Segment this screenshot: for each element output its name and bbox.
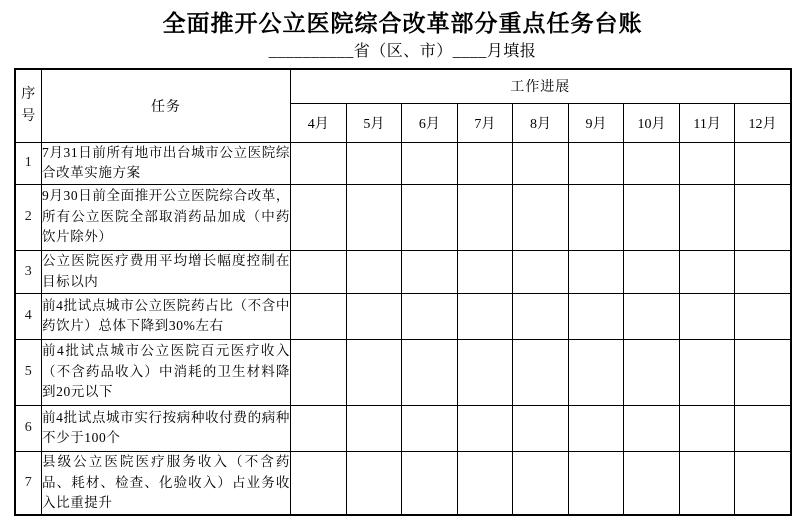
progress-cell bbox=[346, 339, 402, 405]
progress-cell bbox=[402, 293, 458, 339]
progress-cell bbox=[624, 142, 680, 184]
task-ledger-table bbox=[14, 68, 792, 516]
progress-cell bbox=[513, 405, 569, 451]
progress-cell bbox=[457, 250, 513, 293]
progress-cell bbox=[513, 451, 569, 515]
row-serial: 3 bbox=[15, 250, 42, 293]
progress-cell bbox=[457, 293, 513, 339]
progress-cell bbox=[402, 339, 458, 405]
document-subtitle: __________省（区、市）____月填报 bbox=[268, 43, 537, 60]
progress-cell bbox=[402, 451, 458, 515]
header-month-aug: 8月 bbox=[513, 103, 569, 142]
header-serial-number: 序号 bbox=[15, 69, 42, 142]
row-task-text: 公立医院医疗费用平均增长幅度控制在目标以内 bbox=[42, 250, 291, 293]
header-month-apr: 4月 bbox=[291, 103, 347, 142]
progress-cell bbox=[624, 405, 680, 451]
progress-cell bbox=[568, 339, 624, 405]
table-row-7 bbox=[15, 451, 791, 515]
progress-cell bbox=[513, 250, 569, 293]
progress-cell bbox=[346, 184, 402, 250]
progress-cell bbox=[624, 339, 680, 405]
table-row-5 bbox=[15, 339, 791, 405]
row-task-text: 前4批试点城市公立医院百元医疗收入（不含药品收入）中消耗的卫生材料降到20元以下 bbox=[42, 339, 291, 405]
progress-cell bbox=[735, 142, 791, 184]
progress-cell bbox=[291, 184, 347, 250]
header-task: 任务 bbox=[42, 69, 291, 142]
table-row-2 bbox=[15, 184, 791, 250]
row-task-text: 前4批试点城市公立医院药占比（不含中药饮片）总体下降到30%左右 bbox=[42, 293, 291, 339]
progress-cell bbox=[291, 405, 347, 451]
progress-cell bbox=[513, 184, 569, 250]
progress-cell bbox=[679, 293, 735, 339]
row-task-text: 9月30日前全面推开公立医院综合改革，所有公立医院全部取消药品加成（中药饮片除外） bbox=[42, 184, 291, 250]
progress-cell bbox=[291, 250, 347, 293]
header-month-nov: 11月 bbox=[679, 103, 735, 142]
progress-cell bbox=[568, 405, 624, 451]
progress-cell bbox=[402, 405, 458, 451]
progress-cell bbox=[346, 293, 402, 339]
progress-cell bbox=[679, 142, 735, 184]
header-month-sep: 9月 bbox=[568, 103, 624, 142]
progress-cell bbox=[679, 250, 735, 293]
progress-cell bbox=[346, 451, 402, 515]
progress-cell bbox=[568, 293, 624, 339]
header-month-dec: 12月 bbox=[735, 103, 791, 142]
progress-cell bbox=[568, 250, 624, 293]
header-row-top bbox=[15, 69, 791, 103]
header-month-may: 5月 bbox=[346, 103, 402, 142]
progress-cell bbox=[402, 184, 458, 250]
row-serial: 6 bbox=[15, 405, 42, 451]
header-month-jun: 6月 bbox=[402, 103, 458, 142]
progress-cell bbox=[735, 339, 791, 405]
progress-cell bbox=[624, 250, 680, 293]
progress-cell bbox=[291, 339, 347, 405]
row-serial: 7 bbox=[15, 451, 42, 515]
progress-cell bbox=[568, 184, 624, 250]
progress-cell bbox=[735, 293, 791, 339]
progress-cell bbox=[457, 339, 513, 405]
progress-cell bbox=[346, 405, 402, 451]
progress-cell bbox=[346, 142, 402, 184]
progress-cell bbox=[402, 142, 458, 184]
table-row-1 bbox=[15, 142, 791, 184]
progress-cell bbox=[679, 184, 735, 250]
progress-cell bbox=[346, 250, 402, 293]
row-task-text: 7月31日前所有地市出台城市公立医院综合改革实施方案 bbox=[42, 142, 291, 184]
header-work-progress: 工作进展 bbox=[291, 69, 791, 103]
row-serial: 5 bbox=[15, 339, 42, 405]
progress-cell bbox=[735, 184, 791, 250]
progress-cell bbox=[624, 184, 680, 250]
progress-cell bbox=[291, 293, 347, 339]
table-row-6 bbox=[15, 405, 791, 451]
header-month-jul: 7月 bbox=[457, 103, 513, 142]
progress-cell bbox=[679, 339, 735, 405]
row-task-text: 县级公立医院医疗服务收入（不含药品、耗材、检查、化验收入）占业务收入比重提升 bbox=[42, 451, 291, 515]
progress-cell bbox=[679, 405, 735, 451]
progress-cell bbox=[735, 250, 791, 293]
progress-cell bbox=[291, 142, 347, 184]
row-serial: 2 bbox=[15, 184, 42, 250]
progress-cell bbox=[735, 451, 791, 515]
header-month-oct: 10月 bbox=[624, 103, 680, 142]
progress-cell bbox=[457, 451, 513, 515]
progress-cell bbox=[513, 142, 569, 184]
row-serial: 1 bbox=[15, 142, 42, 184]
document-title: 全面推开公立医院综合改革部分重点任务台账 bbox=[162, 11, 643, 36]
progress-cell bbox=[568, 451, 624, 515]
progress-cell bbox=[291, 451, 347, 515]
progress-cell bbox=[513, 339, 569, 405]
table-row-4 bbox=[15, 293, 791, 339]
progress-cell bbox=[568, 142, 624, 184]
row-task-text: 前4批试点城市实行按病种收付费的病种不少于100个 bbox=[42, 405, 291, 451]
progress-cell bbox=[624, 293, 680, 339]
table-row-3 bbox=[15, 250, 791, 293]
progress-cell bbox=[457, 142, 513, 184]
progress-cell bbox=[735, 405, 791, 451]
progress-cell bbox=[402, 250, 458, 293]
progress-cell bbox=[679, 451, 735, 515]
progress-cell bbox=[457, 184, 513, 250]
progress-cell bbox=[624, 451, 680, 515]
progress-cell bbox=[457, 405, 513, 451]
progress-cell bbox=[513, 293, 569, 339]
row-serial: 4 bbox=[15, 293, 42, 339]
